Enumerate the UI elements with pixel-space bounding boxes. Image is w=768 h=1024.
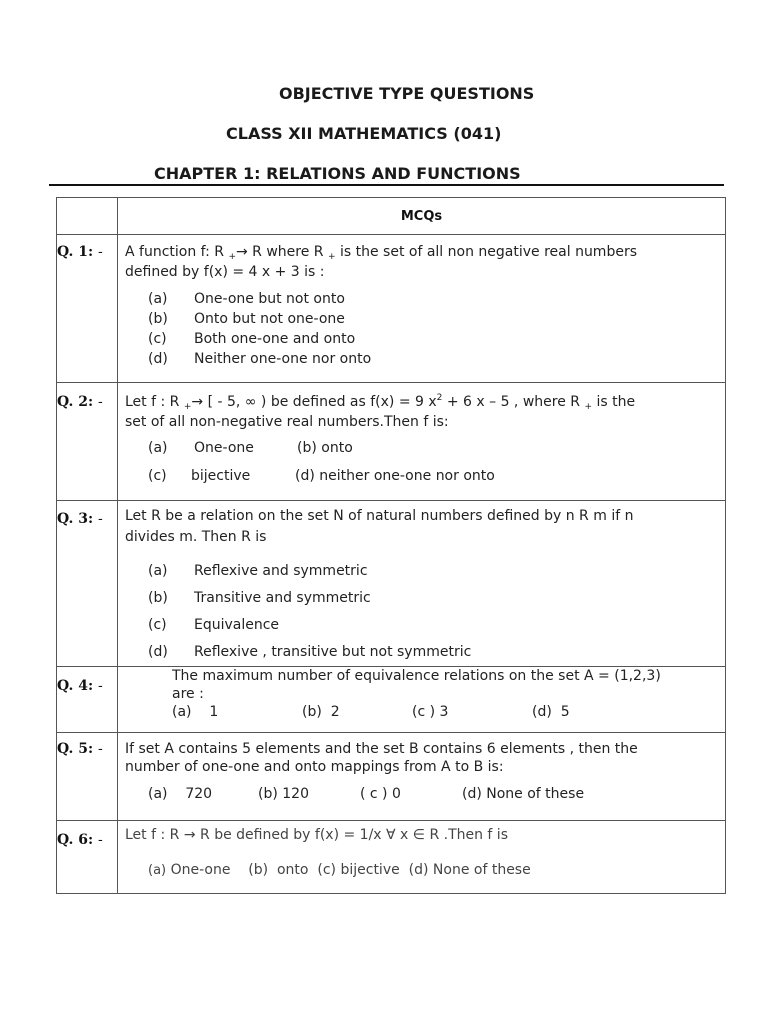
questions-table <box>56 197 726 894</box>
option-a-text: One-one <box>194 440 254 456</box>
question-text: A function f: R $_+$→ R where R $_+$ is the set of all non negative real numbers defined by f(x) = 4 x + 3 is : <box>125 244 637 280</box>
option-c: (c) Equivalence <box>148 617 280 633</box>
question-text: The maximum number of equivalence relations on the set A = (1,2,3) are : <box>172 668 661 702</box>
question-text: Let f : R $_+$→ [ - 5, ∞ ) be defined as f(x) = 9 $x^2 + 6$ x – 5 , where R $_+$ is the set of all non-negative real numbers.Then f is: <box>125 393 636 430</box>
options-list <box>148 289 725 369</box>
option-c: (c) bijective <box>317 862 400 878</box>
header-rule <box>49 184 724 186</box>
chapter-title: CHAPTER 1: RELATIONS AND FUNCTIONS <box>154 164 521 183</box>
option-b-label: (b) <box>297 440 317 456</box>
question-body <box>118 733 726 821</box>
question-number: Q. 4: - <box>57 667 118 733</box>
option-d-label: (d) <box>295 468 315 484</box>
option-a: (a) 1 <box>172 704 219 720</box>
question-body <box>118 501 726 667</box>
option-a: (a) One-one but not onto <box>148 291 345 307</box>
options-list <box>148 434 725 490</box>
options-row <box>148 785 725 803</box>
header-empty-cell <box>57 198 118 235</box>
option-b: (b) Transitive and symmetric <box>148 590 371 606</box>
options-row <box>172 703 725 721</box>
options-row <box>148 434 725 462</box>
mcqs-heading: MCQs <box>400 209 443 224</box>
option-c-text: bijective <box>191 468 251 484</box>
option-b: (b) onto <box>248 862 309 878</box>
question-body <box>118 821 726 894</box>
option-a: (a) 720 <box>148 786 213 802</box>
option-d: (d) 5 <box>532 704 570 720</box>
question-number: Q. 2: - <box>57 383 118 501</box>
option-d: (d) None of these <box>462 786 585 802</box>
question-row <box>57 667 726 733</box>
option-a-label: (a) <box>148 440 168 456</box>
option-c: (c ) 3 <box>412 704 449 720</box>
question-body <box>118 667 726 733</box>
option-b: (b) 2 <box>302 704 340 720</box>
question-text: Let f : R → R be defined by f(x) = 1/x ∀ x ∈ R .Then f is <box>125 827 508 843</box>
question-row <box>57 501 726 667</box>
question-number: Q. 3: - <box>57 501 118 667</box>
question-number: Q. 5: - <box>57 733 118 821</box>
table-header-row <box>57 198 726 235</box>
option-b-text: onto <box>321 440 353 456</box>
question-row <box>57 821 726 894</box>
header-cell <box>118 198 726 235</box>
option-b: (b) 120 <box>258 786 309 802</box>
option-c: ( c ) 0 <box>360 786 401 802</box>
doc-title: OBJECTIVE TYPE QUESTIONS <box>279 84 535 103</box>
class-title: CLASS XII MATHEMATICS (041) <box>226 124 502 143</box>
option-a: (a) One-one <box>148 862 231 878</box>
option-d: (d) Neither one-one nor onto <box>148 351 372 367</box>
question-body <box>118 383 726 501</box>
option-c: (c) Both one-one and onto <box>148 331 356 347</box>
options-row <box>148 462 725 490</box>
question-row <box>57 235 726 383</box>
question-text: If set A contains 5 elements and the set B contains 6 elements , then the number of one-one and onto mappings from A to B is: <box>125 741 638 775</box>
option-d: (d) Reflexive , transitive but not symmetric <box>148 644 472 660</box>
question-body <box>118 235 726 383</box>
question-row <box>57 383 726 501</box>
option-d: (d) None of these <box>408 862 531 878</box>
question-text: Let R be a relation on the set N of natural numbers defined by n R m if n divides m. Then R is <box>125 508 634 545</box>
options-row <box>148 862 725 878</box>
option-c-label: (c) <box>148 468 167 484</box>
options-list <box>148 558 725 666</box>
question-row <box>57 733 726 821</box>
question-number: Q. 6: - <box>57 821 118 894</box>
option-a: (a) Reflexive and symmetric <box>148 563 368 579</box>
option-b: (b) Onto but not one-one <box>148 311 345 327</box>
question-number: Q. 1: - <box>57 235 118 383</box>
option-d-text: neither one-one nor onto <box>319 468 495 484</box>
